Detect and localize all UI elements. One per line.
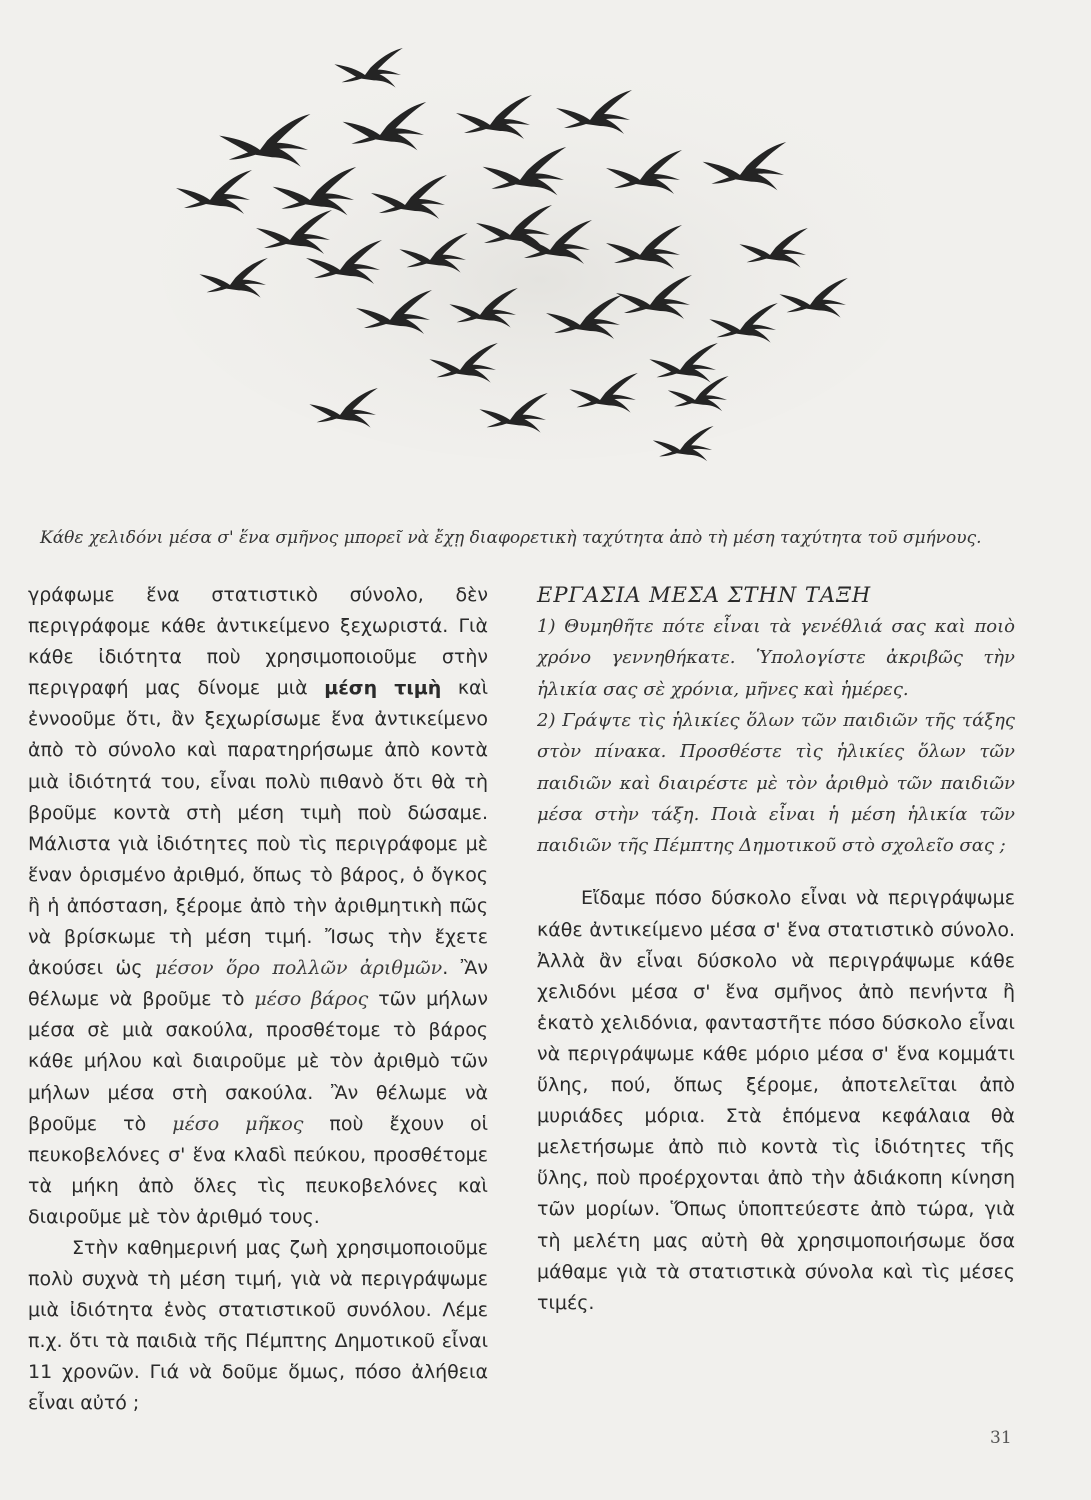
- emphasis-term: μέση τιμὴ: [324, 677, 442, 700]
- exercise-heading: ΕΡΓΑΣΙΑ ΜΕΣΑ ΣΤΗΝ ΤΑΞΗ: [537, 583, 872, 607]
- figure-caption: Κάθε χελιδόνι μέσα σ' ἕνα σμῆνος μπορεῖ νὰ ἔχῃ διαφορετικὴ ταχύτητα ἀπὸ τὴ μέση ταχύτητα τοῦ σμήνους.: [40, 528, 982, 548]
- swallow-flock-illustration: [150, 40, 890, 480]
- exercise-item: 1) Θυμηθῆτε πότε εἶναι τὰ γενέθλιά σας καὶ ποιὸ χρόνο γεννηθήκατε. Ὑπολογίστε ἀκριβῶς τὴν ἡλικία σας σὲ χρόνια, μῆνες καὶ ἡμέρες.: [537, 616, 1015, 700]
- left-column: [28, 580, 488, 1420]
- right-column: [537, 580, 1015, 1319]
- body-paragraph: Στὴν καθημερινή μας ζωὴ χρησιμοποιοῦμε πολὺ συχνὰ τὴ μέση τιμή, γιὰ νὰ περιγράψωμε μιὰ ἰδιότητα ἑνὸς στατιστικοῦ συνόλου. Λέμε π.χ. ὅτι τὰ παιδιὰ τῆς Πέμπτης Δημοτικοῦ εἶναι 11 χρονῶν. Γιά νὰ δοῦμε ὅμως, πόσο ἀλήθεια εἶναι αὐτό ;: [28, 1236, 488, 1415]
- body-paragraph: Εἴδαμε πόσο δύσκολο εἶναι νὰ περιγράψωμε κάθε ἀντικείμενο μέσα σ' ἕνα στατιστικὸ σύνολο. Ἀλλὰ ἂν εἶναι δύσκολο νὰ περιγράψωμε κάθε χελιδόνι μέσα σ' ἕνα σμῆνος ἀπὸ πενήντα ἢ ἑκατὸ χελιδόνια, φανταστῆτε πόσο δύσκολο εἶναι νὰ περιγράψωμε κάθε μόριο μέσα σ' ἕνα κομμάτι ὕλης, πού, ὅπως ξέρομε, ἀποτελεῖται ἀπὸ μυριάδες μόρια. Στὰ ἑπόμενα κεφάλαια θὰ μελετήσωμε ἀπὸ πιὸ κοντὰ τὶς ἰδιότητες τῆς ὕλης, ποὺ προέρχονται ἀπὸ τὴν ἀδιάκοπη κίνηση τῶν μορίων. Ὅπως ὑποπτεύεστε ἀπὸ τώρα, γιὰ τὴ μελέτη μας αὐτὴ θὰ χρησιμοποιήσωμε ὅσα μάθαμε γιὰ τὰ στατιστικὰ σύνολα καὶ τὶς μέσες τιμές.: [537, 887, 1015, 1314]
- page-number: 31: [990, 1428, 1012, 1448]
- exercise-item: 2) Γράψτε τὶς ἡλικίες ὅλων τῶν παιδιῶν τῆς τάξης στὸν πίνακα. Προσθέστε τὶς ἡλικίες ὅλων τῶν παιδιῶν καὶ διαιρέστε μὲ τὸν ἀριθμὸ τῶν παιδιῶν μέσα στὴν τάξη. Ποιὰ εἶναι ἡ μέση ἡλικία τῶν παιδιῶν τῆς Πέμπτης Δημοτικοῦ στὸ σχολεῖο σας ;: [537, 709, 1015, 857]
- body-paragraph: γράφωμε ἕνα στατιστικὸ σύνολο, δὲν περιγράφομε κάθε ἀντικείμενο ξεχωριστά. Γιὰ κάθε ἰδιότητα ποὺ χρησιμοποιοῦμε στὴν περιγραφή μας δίνομε μιὰ μέση τιμὴ καὶ ἐννοοῦμε ὅτι, ἂν ξεχωρίσωμε ἕνα ἀντικείμενο ἀπὸ τὸ σύνολο καὶ παρατηρήσωμε ἀπὸ κοντὰ μιὰ ἰδιότητά του, εἶναι πολὺ πιθανὸ ὅτι θὰ τὴ βροῦμε κοντὰ στὴ μέση τιμὴ ποὺ δώσαμε. Μάλιστα γιὰ ἰδιότητες ποὺ τὶς περιγράφομε μὲ ἕναν ὁρισμένο ἀριθμό, ὅπως τὸ βάρος, ὁ ὄγκος ἢ ἡ ἀπόσταση, ξέρομε ἀπὸ τὴν ἀριθμητικὴ πῶς νὰ βρίσκωμε τὴ μέση τιμή. Ἴσως τὴν ἔχετε ἀκούσει ὡς μέσον ὅρο πολλῶν ἀριθμῶν. Ἂν θέλωμε νὰ βροῦμε τὸ μέσο βάρος τῶν μήλων μέσα σὲ μιὰ σακούλα, προσθέτομε τὸ βάρος κάθε μήλου καὶ διαιροῦμε μὲ τὸν ἀριθμὸ τῶν μήλων μέσα στὴ σακούλα. Ἂν θέλωμε νὰ βροῦμε τὸ μέσο μῆκος ποὺ ἔχουν οἱ πευκοβελόνες σ' ἕνα κλαδὶ πεύκου, προσθέτομε τὰ μήκη ἀπὸ ὅλες τὶς πευκοβελόνες καὶ διαιροῦμε μὲ τὸν ἀριθμό τους.: [28, 584, 488, 1228]
